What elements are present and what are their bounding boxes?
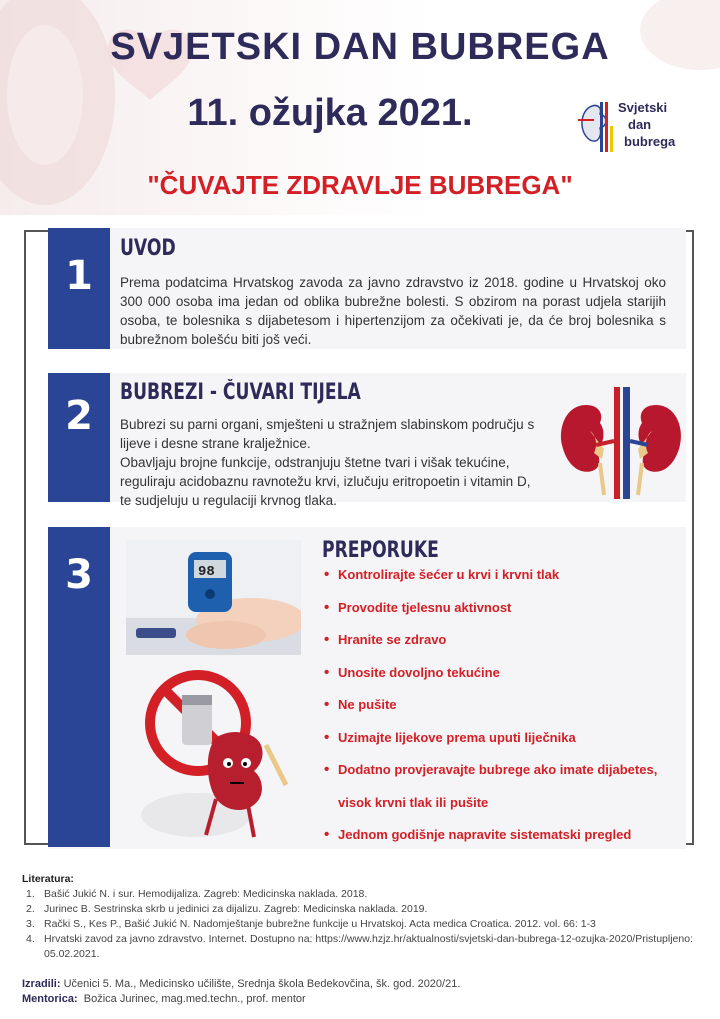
- logo-line-3: bubrega: [624, 134, 676, 149]
- section-2-line: Bubrezi su parni organi, smješteni u stražnjem slabinskom području s: [120, 417, 535, 432]
- kidneys-illustration-icon: [556, 383, 686, 501]
- literature-number: 1.: [26, 888, 35, 900]
- made-by: Učenici 5. Ma., Medicinsko učilište, Srednja škola Bedekovčina, šk. god. 2020/21.: [63, 978, 461, 990]
- section-1-text: Prema podatcima Hrvatskog zavoda za javno zdravstvo iz 2018. godine u Hrvatskoj oko 300 000 osoba ima jedan od oblika bubrežne bolesti. S obzirom na porast udjela starijih osoba, te bolesnika s dijabetesom i hipertenzijom za očekivati je, da će broj bolesnika s bubrežnom bolešću biti još veći.: [120, 275, 666, 347]
- recommendations-list: [322, 567, 682, 860]
- literature-text: Hrvatski zavod za javno zdravstvo. Internet. Dostupno na: https://www.hzjz.hr/aktualnosti/svjetski-dan-bubrega-12-ozujka-2020/Pristupljeno: 05.02.2021.: [44, 933, 693, 960]
- literature-number: 4.: [26, 933, 35, 945]
- literature-text: Jurinec B. Sestrinska skrb u jedinici za dijalizu. Zagreb: Medicinska naklada. 2019.: [44, 903, 428, 915]
- section-2-title: BUBREZI - ČUVARI TIJELA: [120, 380, 361, 405]
- kidney-logo-icon: [578, 96, 696, 158]
- list-item: • Dodatno provjeravajte bubrege ako imate dijabetes,: [322, 762, 682, 795]
- section-2-text: [120, 415, 560, 510]
- list-item: • Jednom godišnje napravite sistematski pregled: [322, 827, 682, 860]
- logo-line-2: dan: [628, 117, 652, 132]
- section-2-line: reguliraju acidobaznu ravnotežu krvi, izlučuju eritropoetin i vitamin D,: [120, 474, 531, 489]
- list-item: • Uzimajte lijekove prema uputi liječnika: [322, 730, 682, 763]
- glucose-meter-photo-icon: [126, 540, 301, 655]
- section-2-line: te sudjeluju u regulaciji krvnog tlaka.: [120, 493, 337, 508]
- section-3-title: PREPORUKE: [322, 538, 439, 563]
- mentor-label: Mentorica:: [22, 993, 78, 1005]
- literature-number: 3.: [26, 918, 35, 930]
- meter-reading: 98: [198, 564, 215, 580]
- list-item: • Kontrolirajte šećer u krvi i krvni tlak: [322, 567, 682, 600]
- literature-text: Rački S., Kes P., Bašić Jukić N. Nadomještanje bubrežne funkcije u Hrvatskoj. Acta medica Croatica. 2012. vol. 66: 1-3: [44, 918, 596, 930]
- section-2-number: 2: [48, 373, 110, 502]
- section-1-title: UVOD: [120, 236, 176, 261]
- literature-item: [22, 902, 712, 917]
- no-smoking-kidney-icon: [126, 665, 301, 845]
- list-item: • Hranite se zdravo: [322, 632, 682, 665]
- slogan: "ČUVAJTE ZDRAVLJE BUBREGA": [147, 170, 573, 200]
- literature-list: [22, 887, 712, 962]
- list-item-continuation: visok krvni tlak ili pušite: [338, 794, 489, 810]
- section-1-number: 1: [48, 228, 110, 349]
- literature-heading: Literatura:: [22, 873, 74, 885]
- event-date: 11. ožujka 2021.: [187, 92, 473, 134]
- literature-text: Bašić Jukić N. i sur. Hemodijaliza. Zagreb: Medicinska naklada. 2018.: [44, 888, 368, 900]
- made-by-label: Izradili:: [22, 978, 61, 990]
- logo-line-1: Svjetski: [618, 100, 668, 115]
- credits: [22, 977, 460, 1007]
- literature-item: [22, 932, 712, 962]
- section-2-line: Obavljaju brojne funkcije, odstranjuju štetne tvari i višak tekućine,: [120, 455, 510, 470]
- page-title: SVJETSKI DAN BUBREGA: [110, 26, 610, 68]
- section-3-number: 3: [48, 527, 110, 847]
- literature-item: [22, 917, 712, 932]
- mentor: Božica Jurinec, mag.med.techn., prof. mentor: [83, 993, 306, 1005]
- section-2-line: lijeve i desne strane kralježnice.: [120, 436, 311, 451]
- list-item: • Ne pušite: [322, 697, 682, 730]
- list-item: • Unosite dovoljno tekućine: [322, 665, 682, 698]
- literature-section: [22, 872, 712, 962]
- literature-item: [22, 887, 712, 902]
- world-kidney-day-logo: [578, 96, 696, 158]
- list-item: • Provodite tjelesnu aktivnost: [322, 600, 682, 633]
- literature-number: 2.: [26, 903, 35, 915]
